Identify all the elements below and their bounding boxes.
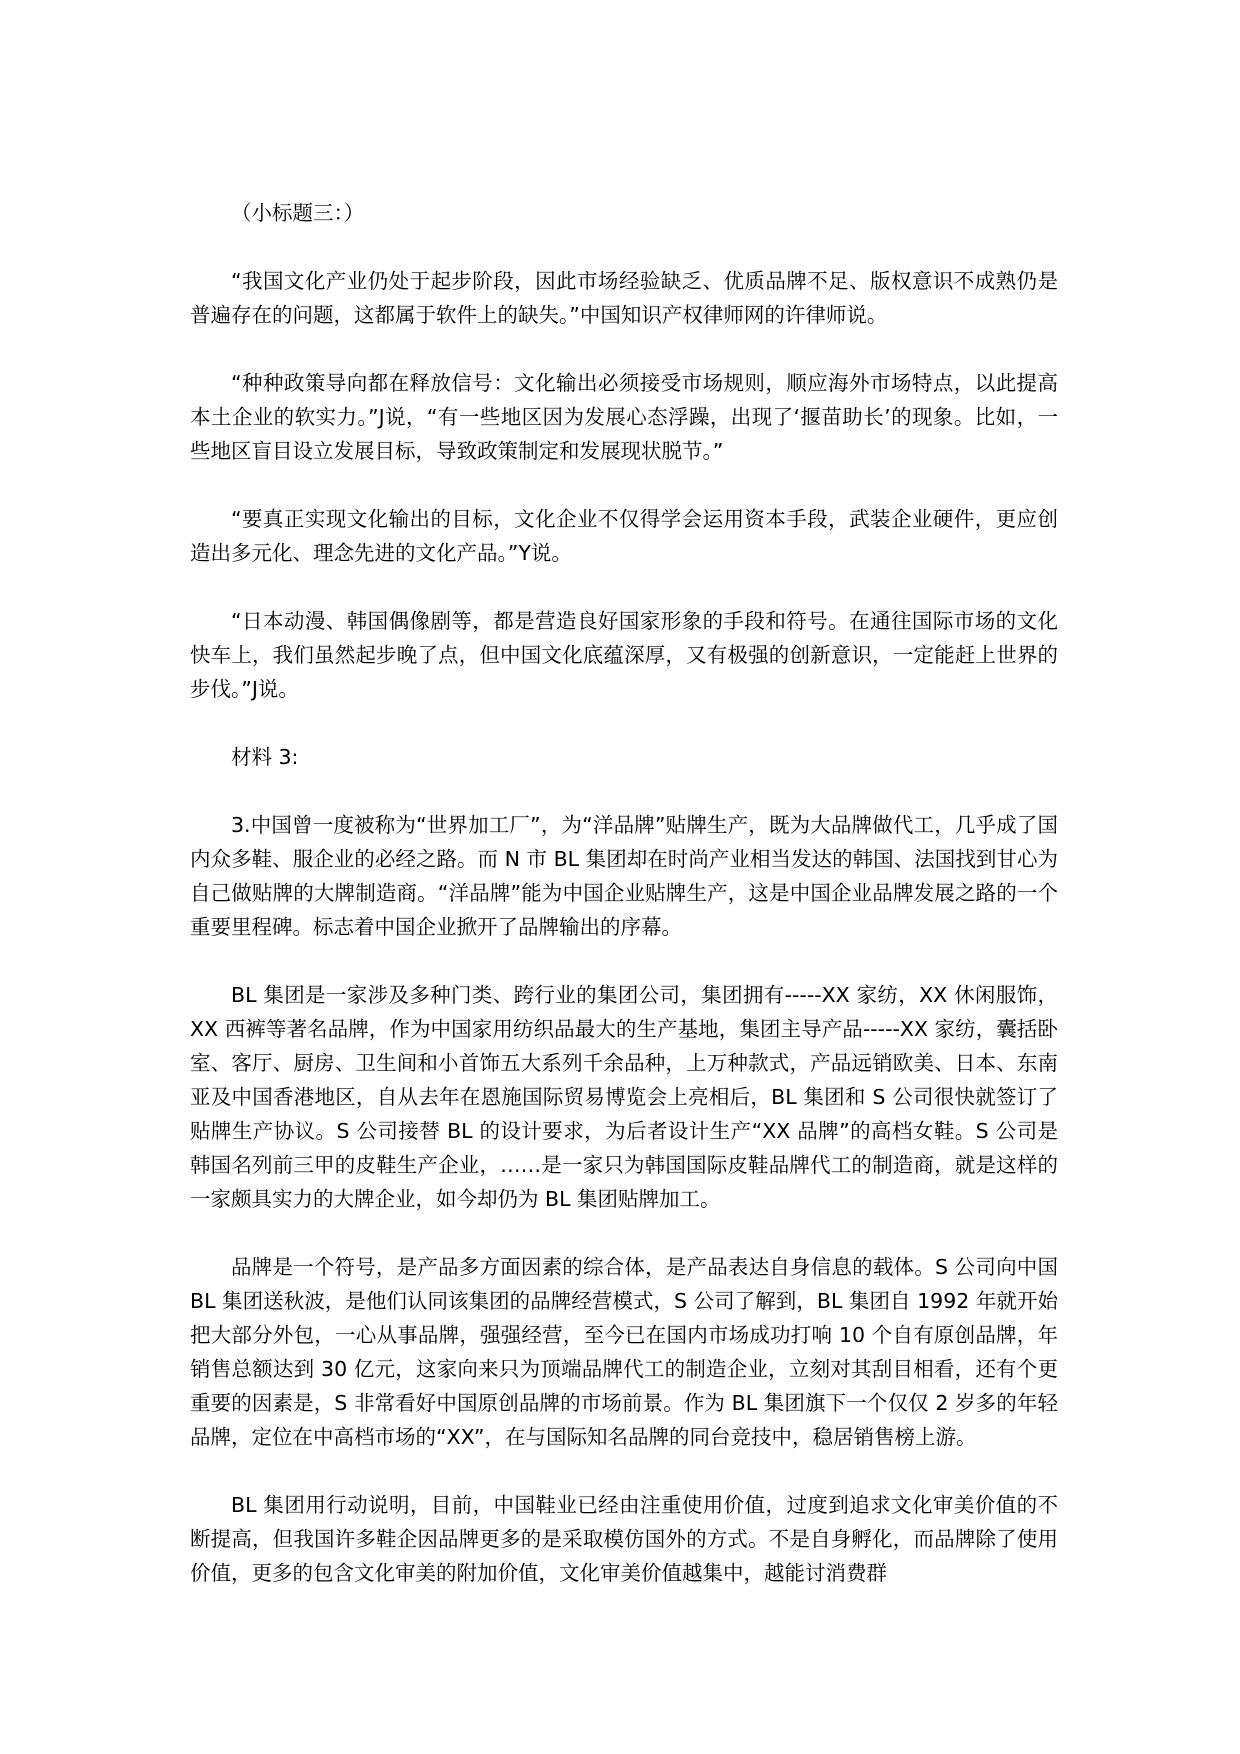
paragraph-shoe-industry: BL 集团用行动说明，目前，中国鞋业已经由注重使用价值，过度到追求文化审美价值的不断提高，但我国许多鞋企因品牌更多的是采取模仿国外的方式。不是自身孵化，而品牌除了使用价值，更多的包含文化审美的附加价值，文化审美价值越集中，越能讨消费群 xyxy=(190,1493,1058,1585)
paragraph-brand-symbol: 品牌是一个符号，是产品多方面因素的综合体，是产品表达自身信息的载体。S 公司向中国 BL 集团送秋波，是他们认同该集团的品牌经营模式，S 公司了解到，BL 集团自 1992 年就开始把大部分外包，一心从事品牌，强强经营，至今已在国内市场成功打响 10 个自有原创品牌，年销售总额达到 30 亿元，这家向来只为顶端品牌代工的制造企业，立刻对其刮目相看，还有个更重要的因素是，S 非常看好中国原创品牌的市场前景。作为 BL 集团旗下一个仅仅 2 岁多的年轻品牌，定位在中高档市场的“XX”，在与国际知名品牌的同台竞技中，稳居销售榜上游。 xyxy=(190,1255,1058,1449)
material-3-heading: 材料 3: xyxy=(231,745,299,769)
paragraph-lawyer-quote: “我国文化产业仍处于起步阶段，因此市场经验缺乏、优质品牌不足、版权意识不成熟仍是普遍存在的问题，这都属于软件上的缺失。”中国知识产权律师网的许律师说。 xyxy=(190,269,1058,327)
paragraph-world-factory: 3.中国曾一度被称为“世界加工厂”，为“洋品牌”贴牌生产，既为大品牌做代工，几乎成了国内众多鞋、服企业的必经之路。而 N 市 BL 集团却在时尚产业相当发达的韩国、法国找到甘心为自己做贴牌的大牌制造商。“洋品牌”能为中国企业贴牌生产，这是中国企业品牌发展之路的一个重要里程碑。标志着中国企业掀开了品牌输出的序幕。 xyxy=(190,813,1058,939)
paragraph-cultural-export: “要真正实现文化输出的目标，文化企业不仅得学会运用资本手段，武装企业硬件，更应创造出多元化、理念先进的文化产品。”Y说。 xyxy=(190,507,1058,565)
paragraph-bl-group: BL 集团是一家涉及多种门类、跨行业的集团公司，集团拥有-----XX 家纺，XX 休闲服饰，XX 西裤等著名品牌，作为中国家用纺织品最大的生产基地，集团主导产品-----XX 家纺，囊括卧室、客厅、厨房、卫生间和小首饰五大系列千余品种，上万种款式，产品远销欧美、日本、东南亚及中国香港地区，自从去年在恩施国际贸易博览会上亮相后，BL 集团和 S 公司很快就签订了贴牌生产协议。S 公司接替 BL 的设计要求，为后者设计生产“XX 品牌”的高档女鞋。S 公司是韩国名列前三甲的皮鞋生产企业，……是一家只为韩国国际皮鞋品牌代工的制造商，就是这样的一家颇具实力的大牌企业，如今却仍为 BL 集团贴牌加工。 xyxy=(190,983,1058,1211)
subtitle-placeholder: （小标题三：） xyxy=(231,201,365,225)
paragraph-policy-signal: “种种政策导向都在释放信号：文化输出必须接受市场规则，顺应海外市场特点，以此提高本土企业的软实力。”J说，“有一些地区因为发展心态浮躁，出现了‘揠苗助长’的现象。比如，一些地区盲目设立发展目标，导致政策制定和发展现状脱节。” xyxy=(190,371,1058,463)
document-body xyxy=(190,196,1058,1624)
paragraph-japan-korea: “日本动漫、韩国偶像剧等，都是营造良好国家形象的手段和符号。在通往国际市场的文化快车上，我们虽然起步晚了点，但中国文化底蕴深厚，又有极强的创新意识，一定能赶上世界的步伐。”J说。 xyxy=(190,609,1058,701)
